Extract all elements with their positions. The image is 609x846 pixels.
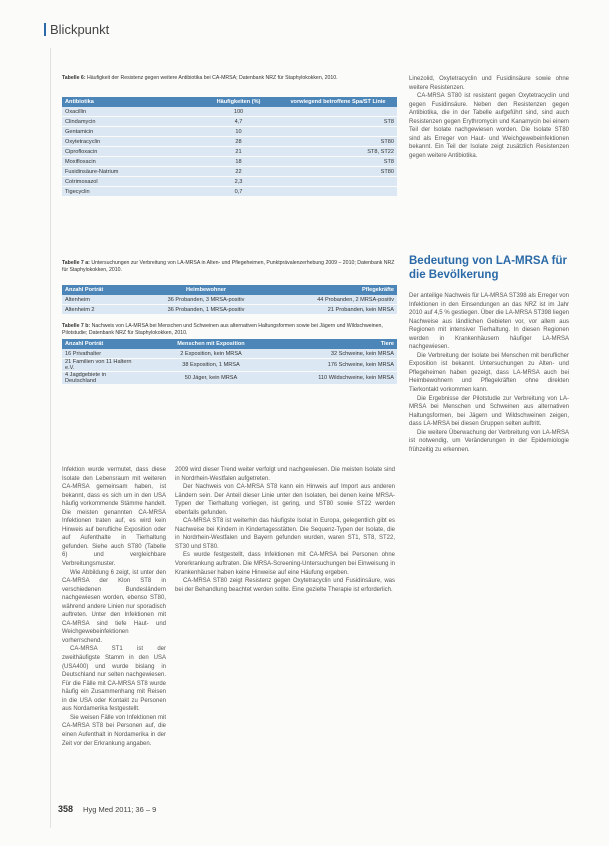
table6-caption-text: Häufigkeit der Resistenz gegen weitere Antibiotika bei CA-MRSA; Datenbank NRZ für Staphylokokken, 2010. [87, 75, 338, 81]
table7a-caption-label: Tabelle 7 a: [62, 260, 90, 266]
table-cell [279, 107, 397, 117]
table6-caption-label: Tabelle 6: [62, 75, 86, 81]
table-row [62, 117, 397, 127]
table7b-caption-text: Nachweis von LA-MRSA bei Menschen und Schweinen aus alternativen Haltungsformen sowie bei Jägern und Wildschweinen, Pilotstudie; Datenbank NRZ für Staphylokokken, 2010. [62, 323, 383, 336]
table7b-caption [62, 323, 397, 337]
table-cell: 100 [198, 107, 279, 117]
table-cell: ST8 [279, 117, 397, 127]
table-cell: 36 Probanden, 1 MRSA-positiv [138, 305, 274, 315]
page-footer [58, 804, 156, 814]
body-column-3-bottom [409, 292, 569, 792]
table7a-header: Pflegekräfte [274, 285, 397, 295]
paragraph: 2009 wird dieser Trend weiter verfolgt und nachgewiesen. Die meisten Isolate sind in Nordrhein-Westfalen aufgetreten. [175, 467, 395, 482]
table-cell: 21 Familien von 11 Haltern e.V. [62, 359, 138, 372]
paragraph: Wie Abbildung 6 zeigt, ist unter den CA-MRSA der Klon ST8 in verschiedenen Bundesländern nachgewiesen worden, ebenso ST80, während andere Linien nur sporadisch auftreten. Unter den Infektionen mit CA-MRSA sind tiefe Haut- und Weichgewebeinfektionen vorherrschend. [62, 569, 166, 644]
table-row [62, 359, 397, 372]
paragraph: Die weitere Überwachung der Verbreitung von LA-MRSA ist notwendig, um Veränderungen in der Epidemiologie frühzeitig zu erkennen. [409, 429, 569, 453]
table7b-caption-label: Tabelle 7 b: [62, 323, 91, 329]
table6 [62, 97, 397, 197]
table-cell: Fusidinsäure-Natrium [62, 167, 198, 177]
paragraph: CA-MRSA ST80 zeigt Resistenz gegen Oxytetracyclin und Fusidinsäure, was bei der Behandlung beachtet werden sollte. Eine gezielte Therapie ist erforderlich. [175, 578, 395, 593]
table7a [62, 285, 397, 315]
table-row [62, 295, 397, 305]
table-row [62, 177, 397, 187]
body-column-2 [175, 466, 395, 791]
body-column-1 [62, 466, 166, 791]
paragraph: Infektion wurde vermutet, dass diese Isolate den Lebensraum mit weiteren CA-MRSA gemeinsam haben, ist bekannt, dass es sich um in den USA häufig vorkommende Stämme handelt. Die meisten genannten CA-MRSA Infektionen traten auf, es wird kein Hinweis auf berufliche Exposition oder auf Aufenthalte in Tierhaltung gefunden. Siehe auch ST80 (Tabelle 6) und vergleichbare Verbreitungsmuster. [62, 467, 166, 568]
table-row [62, 167, 397, 177]
table-cell [279, 177, 397, 187]
table7b-header: Tiere [284, 339, 397, 349]
table-cell: 10 [198, 127, 279, 137]
paragraph: CA-MRSA ST8 ist weiterhin das häufigste Isolat in Europa, gelegentlich gibt es Nachweise bei Kindern in Kindertagesstätten. Die Sequenz-Typen der Isolate, die in Nordrhein-Westfalen und Bayern gefunden wurden, waren ST1, ST8, ST22, ST30 und ST80. [175, 518, 395, 550]
table6-header: Häufigkeiten (%) [198, 97, 279, 107]
table-cell: 22 [198, 167, 279, 177]
table-cell: 50 Jäger, kein MRSA [138, 372, 284, 385]
table-cell: Gentamicin [62, 127, 198, 137]
table-row [62, 147, 397, 157]
table-cell: Moxifloxacin [62, 157, 198, 167]
table7b-header: Menschen mit Exposition [138, 339, 284, 349]
table-cell: 44 Probanden, 2 MRSA-positiv [274, 295, 397, 305]
table-cell: 0,7 [198, 187, 279, 197]
table7a-caption-text: Untersuchungen zur Verbreitung von LA-MRSA in Alten- und Pflegeheimen, Punktprävalenzerhebung 2009 – 2010; Datenbank NRZ für Staphylokokken, 2010. [62, 260, 395, 273]
table-cell: Altenheim [62, 295, 138, 305]
table7b-header: Anzahl Porträt [62, 339, 138, 349]
table-cell: Altenheim 2 [62, 305, 138, 315]
margin-line [50, 48, 51, 828]
table-cell: ST8, ST22 [279, 147, 397, 157]
table7b [62, 339, 397, 385]
table6-caption [62, 75, 397, 82]
table-cell: 4,7 [198, 117, 279, 127]
section-heading: Bedeutung von LA-MRSA für die Bevölkerung [409, 255, 568, 281]
paragraph: CA-MRSA ST1 ist der zweithäufigste Stamm in den USA (USA400) und wurde bislang in Deutschland nur selten nachgewiesen. Für die Fälle mit CA-MRSA ST8 wurde häufig ein Zusammenhang mit Reisen in die USA oder Kontakt zu Personen aus Nordamerika festgestellt. [62, 646, 166, 713]
table-row [62, 305, 397, 315]
paragraph: Der Nachweis von CA-MRSA ST8 kann ein Hinweis auf Import aus anderen Ländern sein. Der Anteil dieser Linie unter den Isolaten, bei denen keine MRSA-Typen der Tierhaltung vorliegen, ist gering, und ST80 sowie ST22 werden ebenfalls gefunden. [175, 484, 395, 516]
table-row [62, 349, 397, 359]
paragraph: Linezolid, Oxytetracyclin und Fusidinsäure sowie ohne weitere Resistenzen. [409, 76, 569, 91]
table-row [62, 372, 397, 385]
table6-header: vorwiegend betroffene Spa/ST Linie [279, 97, 397, 107]
journal-citation: Hyg Med 2011; 36 – 9 [83, 805, 157, 814]
table-cell: Cotrimoxazol [62, 177, 198, 187]
table7a-header: Heimbewohner [138, 285, 274, 295]
table-cell: 21 [198, 147, 279, 157]
table7a-caption [62, 260, 397, 274]
table-cell: 176 Schweine, kein MRSA [284, 359, 397, 372]
paragraph: Die Verbreitung der Isolate bei Menschen mit beruflicher Exposition ist bekannt. Untersuchungen zu Alten- und Pflegeheimen haben gezeigt, dass LA-MRSA auch bei Heimbewohnern und Pflegekräften ohne direkten Tierkontakt vorkommen kann. [409, 352, 569, 394]
section-header [44, 22, 109, 37]
table-cell: 2,3 [198, 177, 279, 187]
table-cell: Clindamycin [62, 117, 198, 127]
paragraph: Der anteilige Nachweis für LA-MRSA ST398 als Erreger von Infektionen in den Einsendungen an das NRZ ist im Jahr 2010 auf 4,5 % gestiegen. Über die LA-MRSA ST398 liegen Nachweise aus ländlichen Gebieten vor, vor allem aus Regionen mit intensiver Tierhaltung. In diesen Regionen werden in Krankenhäusern häufiger LA-MRSA nachgewiesen. [409, 293, 569, 351]
table-row [62, 127, 397, 137]
paragraph: Es wurde festgestellt, dass Infektionen mit CA-MRSA bei Personen ohne Vorerkrankung auftraten. Die MRSA-Screening-Untersuchungen bei Einweisung in Krankenhäuser haben keine Hinweise auf eine Häufung ergeben. [175, 552, 395, 576]
paragraph: CA-MRSA ST80 ist resistent gegen Oxytetracyclin und gegen Fusidinsäure. Neben den Resistenzen gegen Antibiotika, die in der Tabelle aufgeführt sind, sind auch Resistenzen gegen Erythromycin und Kanamycin bei einem Teil der Isolate nachgewiesen worden. Die Isolate ST80 sind als Erreger von Haut- und Weichgewebeinfektionen bekannt. Ein Teil der Isolate zeigt zusätzlich Resistenzen gegen weitere Antibiotika. [409, 93, 569, 159]
table7a-header: Anzahl Porträt [62, 285, 138, 295]
table-cell: ST8 [279, 157, 397, 167]
table-cell: Ciprofloxacin [62, 147, 198, 157]
table-cell: ST80 [279, 137, 397, 147]
table-cell: Oxacillin [62, 107, 198, 117]
table-cell: Oxytetracyclin [62, 137, 198, 147]
table-cell: 110 Wildschweine, kein MRSA [284, 372, 397, 385]
table-row [62, 157, 397, 167]
page-number: 358 [58, 804, 74, 814]
table-cell: 28 [198, 137, 279, 147]
table-cell [279, 127, 397, 137]
table-cell: 2 Exposition, kein MRSA [138, 349, 284, 359]
table-cell: 32 Schweine, kein MRSA [284, 349, 397, 359]
header-bar [44, 23, 46, 36]
table-cell: Tigecyclin [62, 187, 198, 197]
table-row [62, 187, 397, 197]
table-cell: 36 Probanden, 3 MRSA-positiv [138, 295, 274, 305]
paragraph: Sie weisen Fälle von Infektionen mit CA-MRSA ST8 bei Personen auf, die einen Aufenthalt in Nordamerika in der Zeit vor der Erkrankung angaben. [62, 714, 166, 747]
table-cell: 16 Privathalter [62, 349, 138, 359]
table-cell: 18 [198, 157, 279, 167]
table-row [62, 107, 397, 117]
paragraph: Die Ergebnisse der Pilotstudie zur Verbreitung von LA-MRSA bei Menschen und Schweinen aus alternativen Haltungsformen, bei Jägern und Wildschweinen zeigen, dass LA-MRSA bei diesen Gruppen selten auftritt. [409, 395, 569, 428]
table-cell [279, 187, 397, 197]
table-cell: 4 Jagdgebiete in Deutschland [62, 372, 138, 385]
body-column-3-top [409, 75, 569, 245]
table6-header: Antibiotika [62, 97, 198, 107]
table-row [62, 137, 397, 147]
section-title: Blickpunkt [50, 22, 110, 37]
table-cell: ST80 [279, 167, 397, 177]
table-cell: 21 Probanden, kein MRSA [274, 305, 397, 315]
table-cell: 38 Exposition, 1 MRSA [138, 359, 284, 372]
